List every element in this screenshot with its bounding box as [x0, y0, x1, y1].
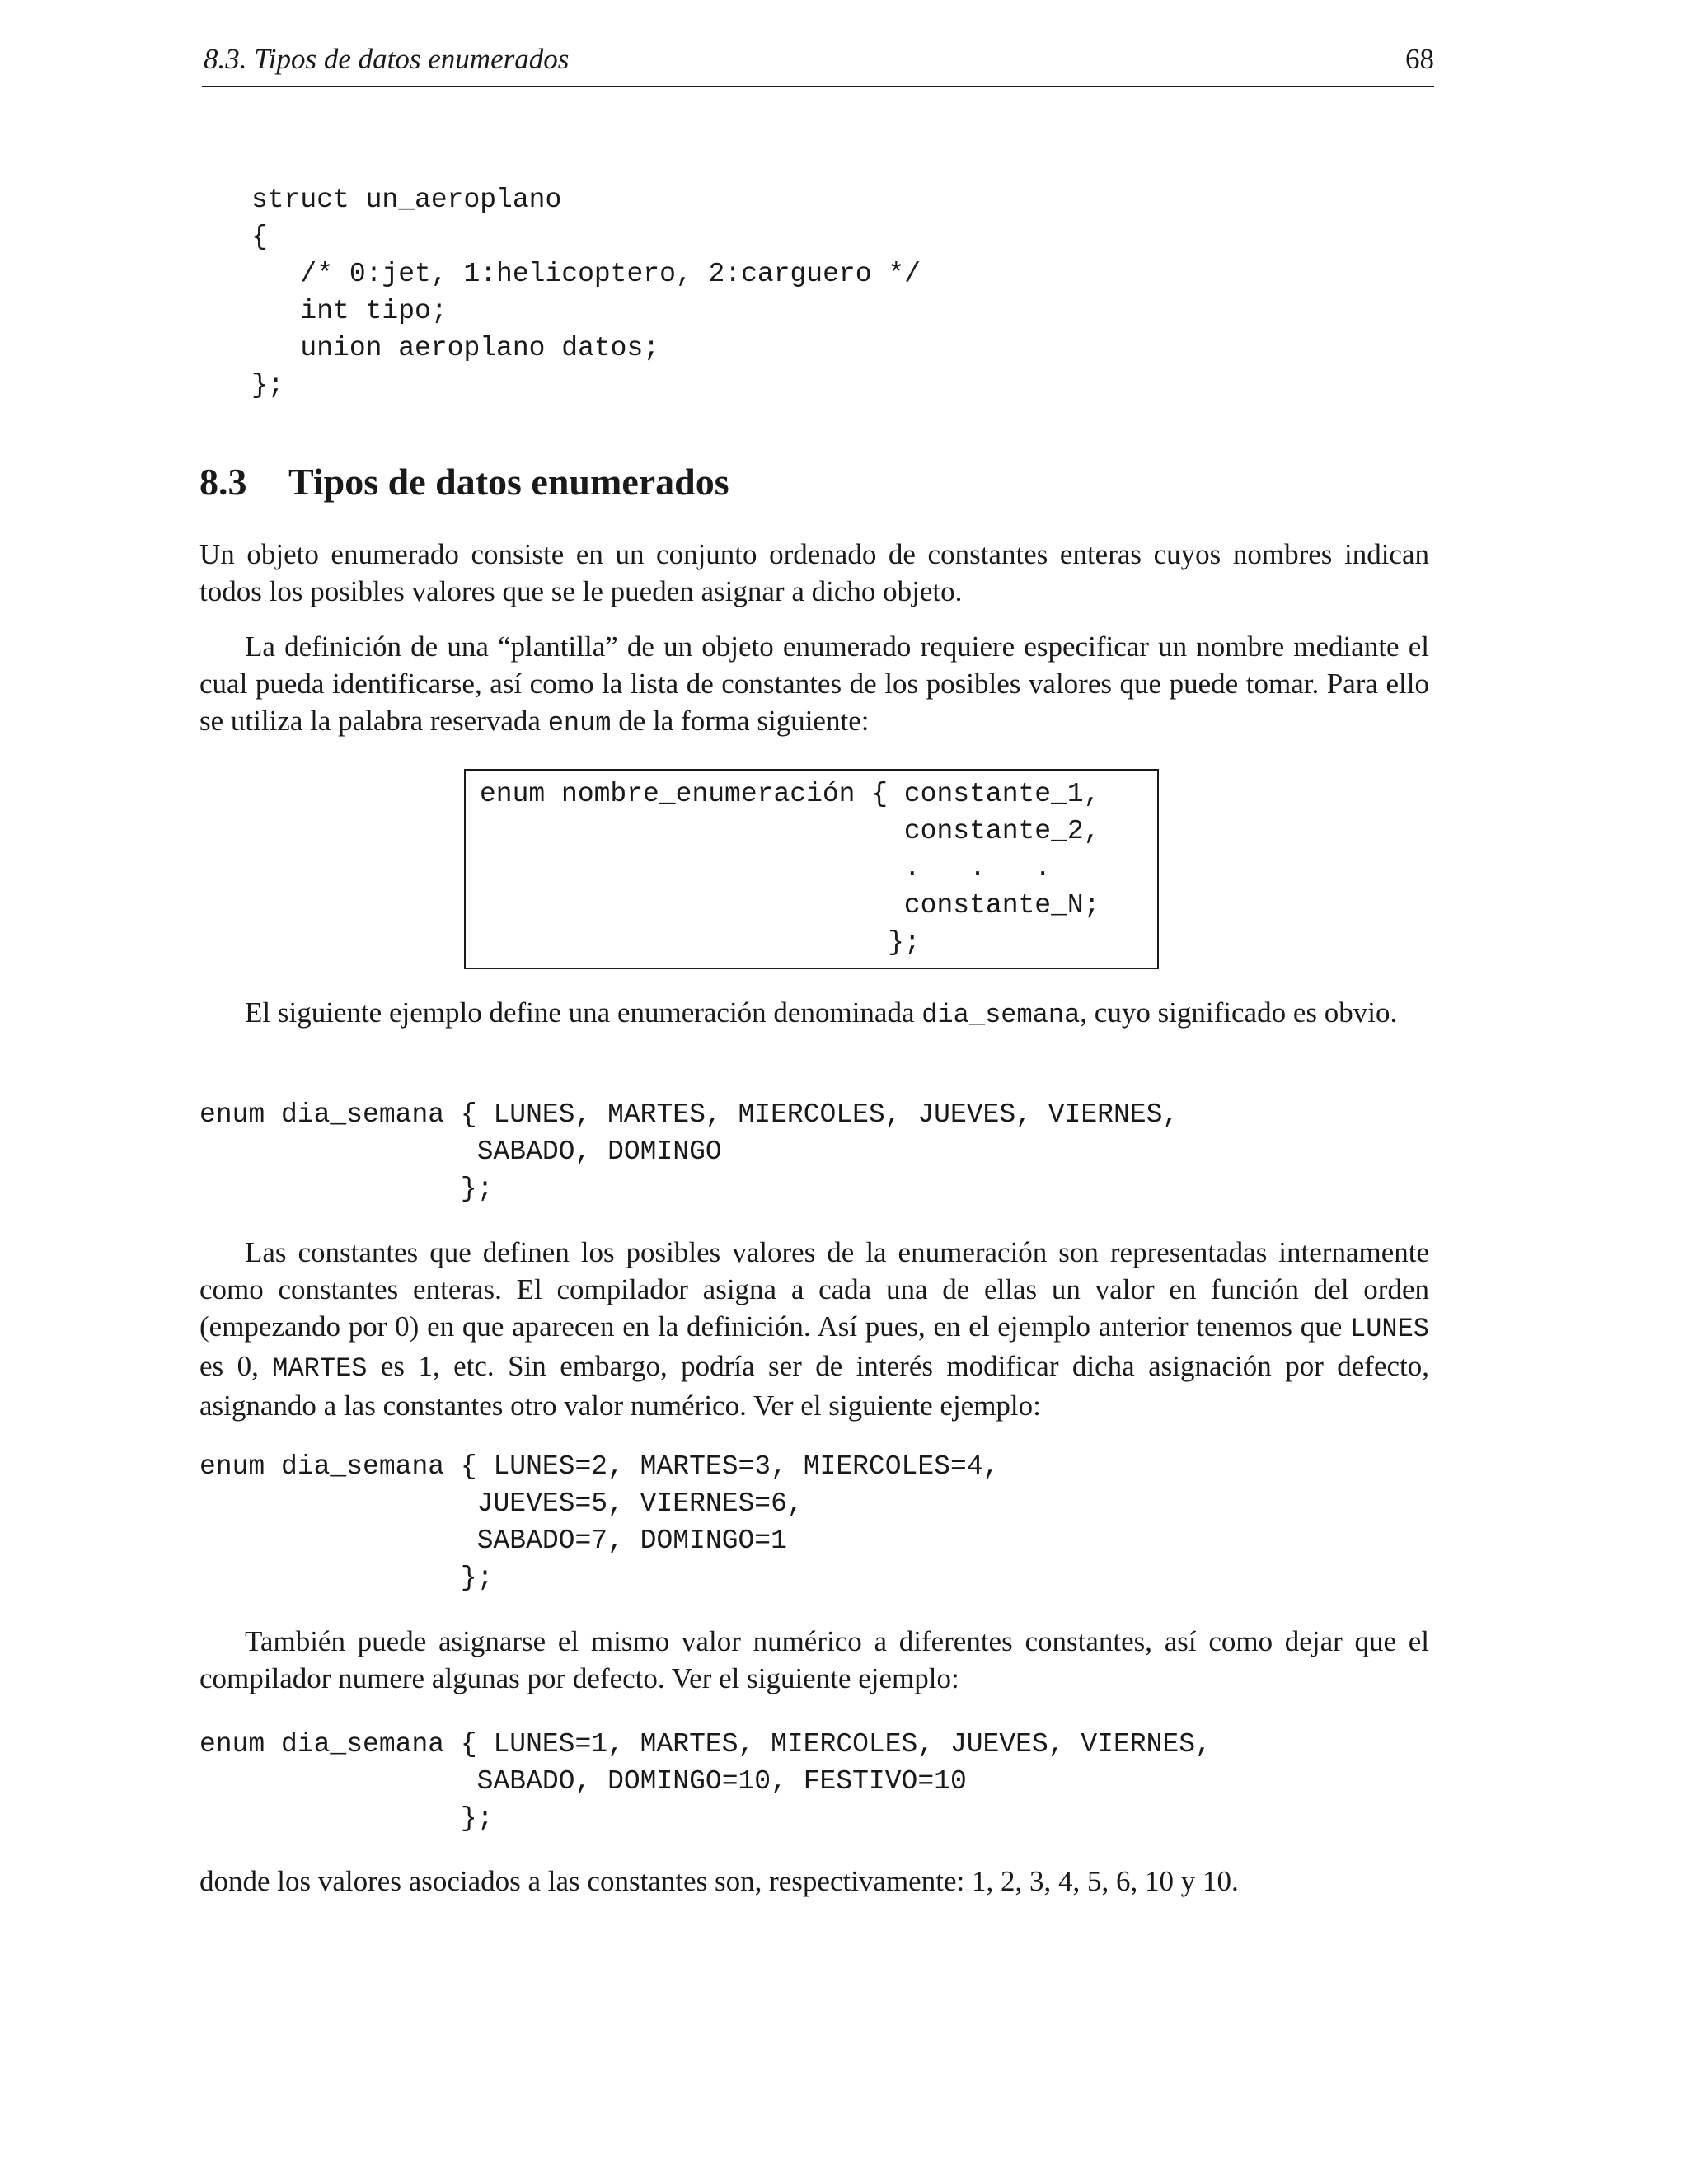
paragraph-same-value: También puede asignarse el mismo valor numérico a diferentes constantes, así como dejar que el compilador numere algunas por defecto. Ver el siguiente ejemplo:	[199, 1625, 1429, 1694]
paragraph-text: , cuyo significado es obvio.	[1080, 996, 1398, 1029]
section-heading	[199, 457, 729, 507]
paragraph-text: es 1, etc. Sin embargo, podría ser de interés modificar dicha asignación por defecto, asignando a las constantes otro valor numérico. Ver el siguiente ejemplo:	[199, 1350, 1429, 1422]
section-number: 8.3	[199, 461, 247, 503]
inline-code: LUNES	[1349, 1314, 1429, 1344]
section-title: Tipos de datos enumerados	[288, 461, 729, 503]
page-number: 68	[1405, 43, 1434, 75]
code-line: enum dia_semana { LUNES, MARTES, MIERCOLES, JUEVES, VIERNES,	[199, 1099, 1179, 1130]
code-line: SABADO, DOMINGO=10, FESTIVO=10	[199, 1766, 967, 1797]
paragraph-example-intro	[199, 994, 1429, 1033]
paragraph-text: de la forma siguiente:	[611, 705, 870, 737]
running-header	[202, 43, 1434, 87]
code-line: JUEVES=5, VIERNES=6,	[199, 1488, 804, 1519]
code-line: };	[480, 927, 921, 958]
code-line: SABADO=7, DOMINGO=1	[199, 1526, 787, 1556]
code-line: constante_2,	[480, 816, 1100, 846]
code-block-example-1	[199, 1096, 1179, 1207]
code-block-syntax	[480, 776, 1100, 961]
code-line: enum dia_semana { LUNES=1, MARTES, MIERCOLES, JUEVES, VIERNES,	[199, 1729, 1212, 1760]
code-block-struct	[251, 181, 921, 404]
code-line: enum nombre_enumeración { constante_1,	[480, 779, 1100, 809]
code-line: };	[251, 370, 284, 401]
paragraph-text: El siguiente ejemplo define una enumeración denominada	[245, 996, 922, 1029]
inline-code: enum	[547, 708, 612, 738]
paragraph-conclusion: donde los valores asociados a las constantes son, respectivamente: 1, 2, 3, 4, 5, 6, 10 y 10.	[199, 1865, 1239, 1897]
inline-code: MARTES	[272, 1353, 368, 1384]
paragraph-template	[199, 628, 1429, 742]
code-line: SABADO, DOMINGO	[199, 1137, 722, 1167]
code-line: int tipo;	[251, 296, 448, 326]
paragraph-text: Las constantes que definen los posibles valores de la enumeración son representadas internamente como constantes enteras. El compilador asigna a cada una de ellas un valor en función del orden (empezando por 0) en que aparecen en la definición. Así pues, en el ejemplo anterior tenemos que	[199, 1236, 1429, 1343]
paragraph-internal-values	[199, 1234, 1429, 1424]
code-line: {	[251, 222, 268, 252]
code-line: enum dia_semana { LUNES=2, MARTES=3, MIERCOLES=4,	[199, 1451, 1000, 1482]
paragraph-text: La definición de una “plantilla” de un objeto enumerado requiere especificar un nombre mediante el cual pueda identificarse, así como la lista de constantes de los posibles valores que puede tomar. Para ello se utiliza la palabra reservada	[199, 630, 1429, 737]
code-line: union aeroplano datos;	[251, 333, 660, 363]
code-block-example-2	[199, 1448, 999, 1596]
code-line: };	[199, 1803, 494, 1834]
code-line: };	[199, 1174, 494, 1204]
code-block-example-3	[199, 1726, 1212, 1837]
paragraph-text: es 0,	[199, 1350, 273, 1382]
code-line: . . .	[480, 853, 1052, 883]
running-header-title: 8.3. Tipos de datos enumerados	[204, 43, 570, 75]
code-line: /* 0:jet, 1:helicoptero, 2:carguero */	[251, 259, 921, 289]
code-line: constante_N;	[480, 890, 1100, 921]
code-line: };	[199, 1563, 494, 1593]
inline-code: dia_semana	[921, 1000, 1081, 1030]
paragraph-intro: Un objeto enumerado consiste en un conjunto ordenado de constantes enteras cuyos nombres indican todos los posibles valores que se le pueden asignar a dicho objeto.	[199, 538, 1429, 607]
code-line: struct un_aeroplano	[251, 185, 562, 215]
